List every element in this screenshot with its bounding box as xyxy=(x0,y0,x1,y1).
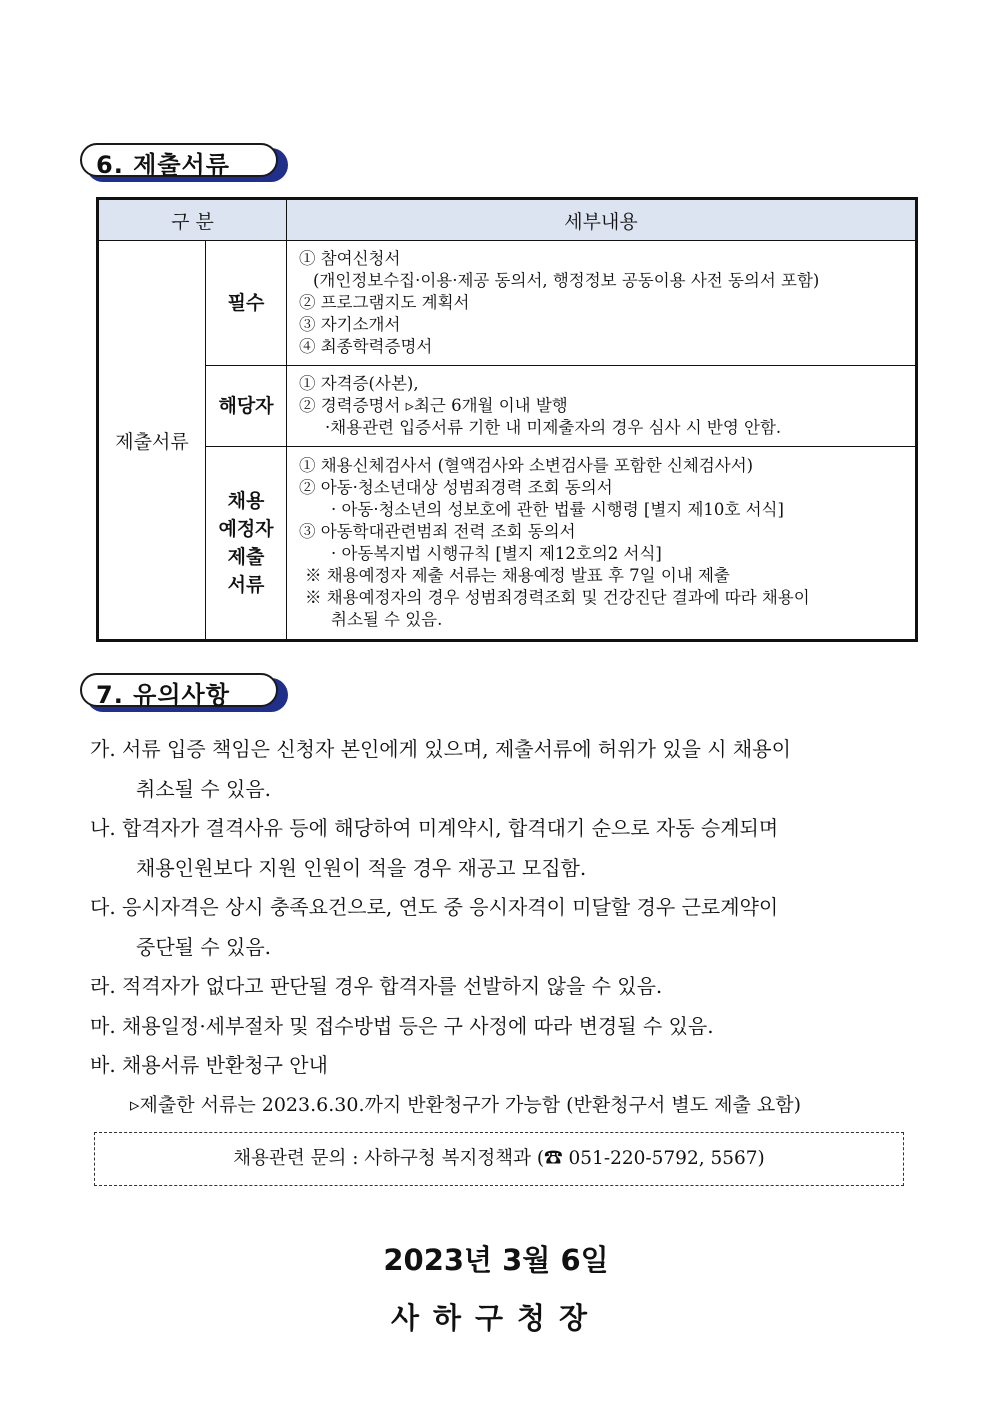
list-item: 바. 채용서류 반환청구 안내 xyxy=(90,1053,328,1077)
label-line: 서류 xyxy=(227,574,265,596)
list-item: ② 프로그램지도 계획서 xyxy=(299,293,470,312)
list-item-continuation: 채용인원보다 지원 인원이 적을 경우 재공고 모집함. xyxy=(136,855,587,880)
list-item: 취소될 수 있음. xyxy=(331,610,443,629)
table-row xyxy=(98,447,917,641)
notes-list xyxy=(90,730,920,1125)
list-item: ① 참여신청서 xyxy=(299,249,401,268)
list-item: ③ 자기소개서 xyxy=(299,315,401,334)
group-content-applicable xyxy=(287,366,917,447)
section7-title: 7. 유의사항 xyxy=(96,681,230,709)
header-category: 구 분 xyxy=(98,199,287,241)
table-header-row xyxy=(98,199,917,241)
group-label-prospective xyxy=(206,447,287,641)
group-label-required: 필수 xyxy=(206,241,287,366)
list-item: 가. 서류 입증 책임은 신청자 본인에게 있으며, 제출서류에 허위가 있을 시 채용이 xyxy=(90,737,791,761)
group-content-required xyxy=(287,241,917,366)
list-item: ·채용관련 입증서류 기한 내 미제출자의 경우 심사 시 반영 안함. xyxy=(325,418,782,437)
list-item: (개인정보수집·이용·제공 동의서, 행정정보 공동이용 사전 동의서 포함) xyxy=(313,271,820,290)
list-item: ① 자격증(사본), xyxy=(299,374,419,393)
group-content-prospective xyxy=(287,447,917,641)
section6-title: 6. 제출서류 xyxy=(96,151,230,179)
list-item-continuation: 취소될 수 있음. xyxy=(136,776,271,801)
issue-date: 2023년 3월 6일 xyxy=(383,1243,609,1277)
list-item: ④ 최종학력증명서 xyxy=(299,337,433,356)
list-item: ② 아동·청소년대상 성범죄경력 조회 동의서 xyxy=(299,478,613,497)
list-item: 라. 적격자가 없다고 판단될 경우 합격자를 선발하지 않을 수 있음. xyxy=(90,974,663,998)
contact-box: 채용관련 문의 : 사하구청 복지정책과 (☎ 051-220-5792, 5567) xyxy=(94,1132,904,1186)
list-item: ※ 채용예정자의 경우 성범죄경력조회 및 건강진단 결과에 따라 채용이 xyxy=(305,588,810,607)
list-item: ② 경력증명서 ▹최근 6개월 이내 발행 xyxy=(299,396,568,415)
list-item: ※ 채용예정자 제출 서류는 채용예정 발표 후 7일 이내 제출 xyxy=(305,566,730,585)
list-item: · 아동·청소년의 성보호에 관한 법률 시행령 [별지 제10호 서식] xyxy=(331,500,784,519)
table-row xyxy=(98,366,917,447)
list-item-continuation: 중단될 수 있음. xyxy=(136,934,271,959)
documents-table xyxy=(96,197,918,642)
list-item-sub: ▹제출한 서류는 2023.6.30.까지 반환청구가 가능함 (반환청구서 별도 제출 요함) xyxy=(130,1093,801,1116)
label-line: 제출 xyxy=(227,546,265,568)
list-item: ① 채용신체검사서 (혈액검사와 소변검사를 포함한 신체검사서) xyxy=(299,456,754,475)
signer: 사하구청장 xyxy=(390,1301,602,1335)
list-item: 다. 응시자격은 상시 충족요건으로, 연도 중 응시자격이 미달할 경우 근로계약이 xyxy=(90,895,779,919)
list-item: 마. 채용일정·세부절차 및 접수방법 등은 구 사정에 따라 변경될 수 있음. xyxy=(90,1013,714,1038)
table-row xyxy=(98,241,917,366)
header-detail: 세부내용 xyxy=(287,199,917,241)
category-cell: 제출서류 xyxy=(98,241,206,641)
list-item: 나. 합격자가 결격사유 등에 해당하여 미계약시, 합격대기 순으로 자동 승계되며 xyxy=(90,816,779,840)
label-line: 예정자 xyxy=(218,518,274,540)
group-label-applicable: 해당자 xyxy=(206,366,287,447)
list-item: ③ 아동학대관련범죄 전력 조회 동의서 xyxy=(299,522,576,541)
label-line: 채용 xyxy=(227,490,265,512)
list-item: · 아동복지법 시행규칙 [별지 제12호의2 서식] xyxy=(331,544,662,563)
